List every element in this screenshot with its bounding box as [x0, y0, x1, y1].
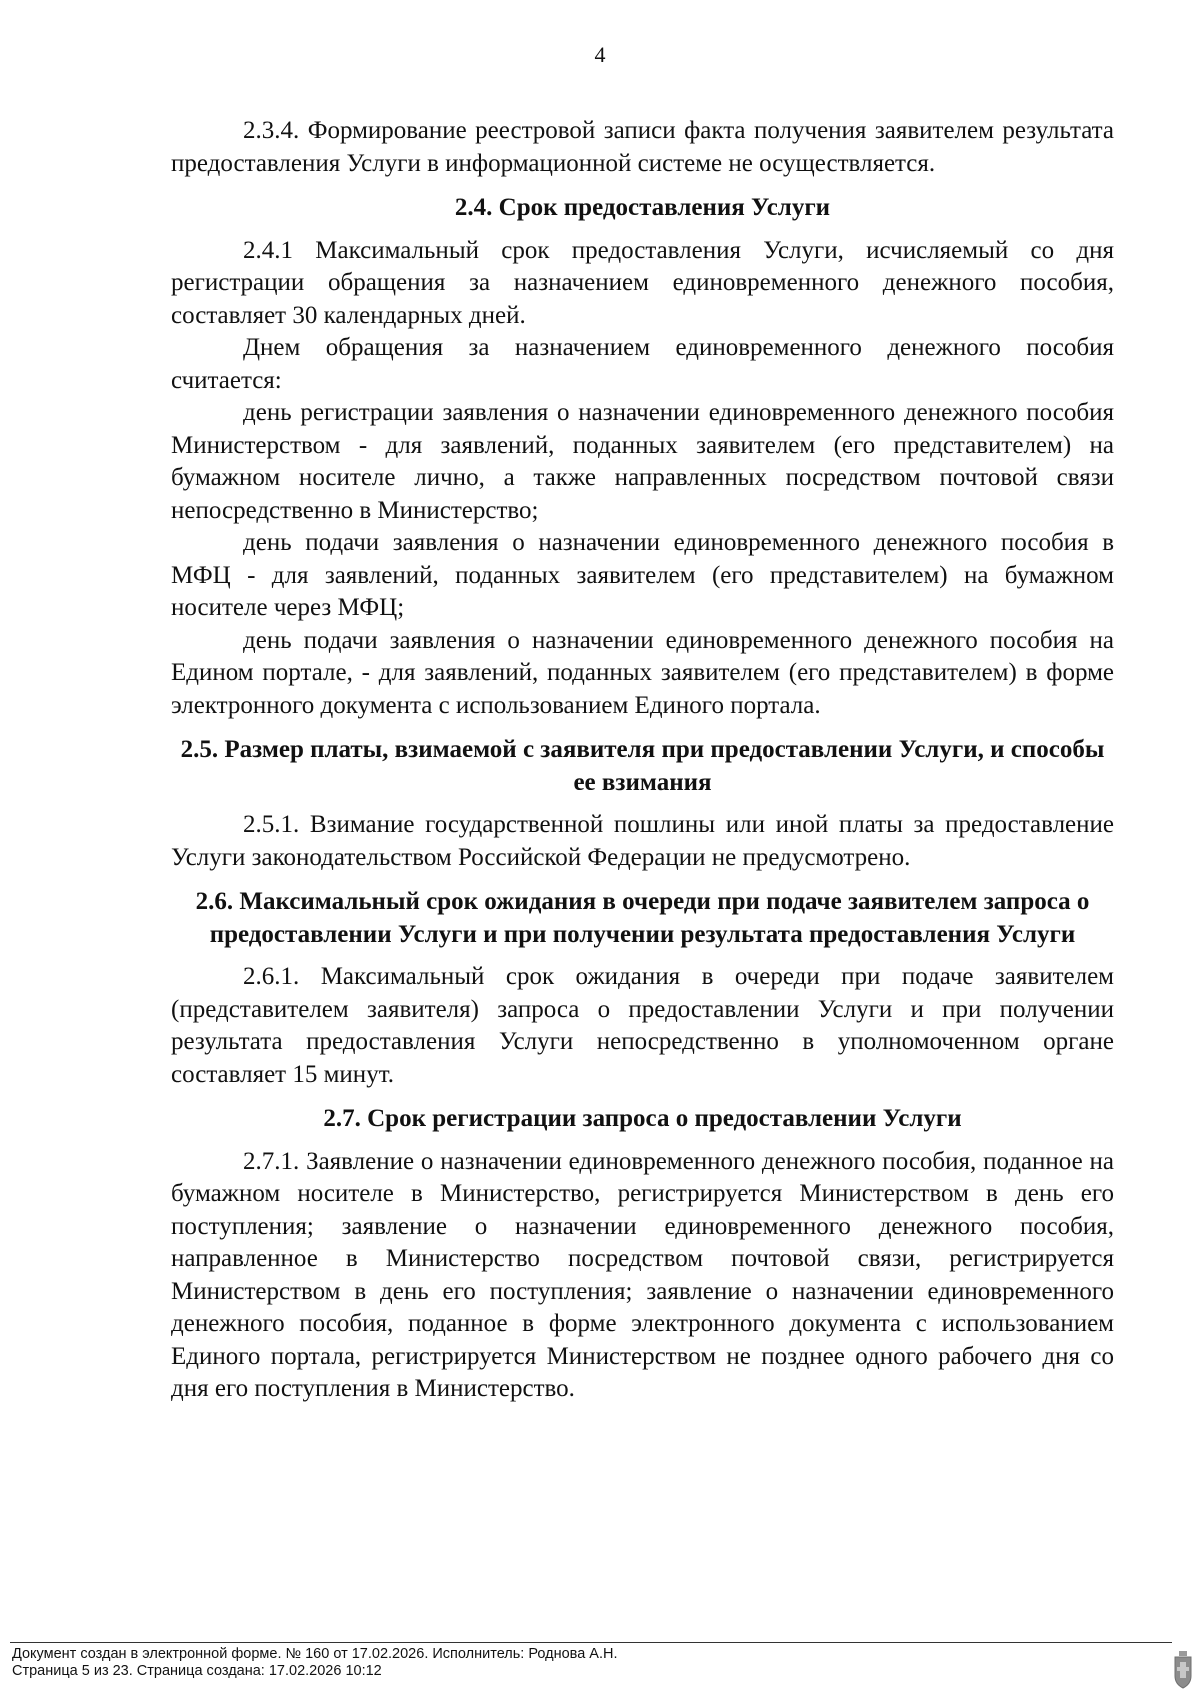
footer-divider [10, 1642, 1172, 1643]
paragraph-2-5-1: 2.5.1. Взимание государственной пошлины или иной платы за предоставление Услуги законодательством Российской Федерации не предусмотрено. [171, 811, 1114, 871]
footer-page-info: Страница 5 из 23. Страница создана: 17.02.2026 10:12 [12, 1663, 382, 1679]
paragraph-application-day: Днем обращения за назначением единовременного денежного пособия считается: [171, 334, 1114, 394]
heading-2-5: 2.5. Размер платы, взимаемой с заявителя при предоставлении Услуги, и способы ее взимания [180, 736, 1105, 796]
paragraph-2-7-1: 2.7.1. Заявление о назначении единовременного денежного пособия, поданное на бумажном носителе в Министерство, регистрируется Министерством в день его поступления; заявление о назначении единовременного денежного пособия, направленное в Министерство посредством почтовой связи, регистрируется Министерством в день его поступления; заявление о назначении единовременного денежного пособия, поданное в форме электронного документа с использованием Единого портала, регистрируется Министерством не позднее одного рабочего дня со дня его поступления в Министерство. [171, 1147, 1114, 1402]
paragraph-ministry-registration: день регистрации заявления о назначении единовременного денежного пособия Министерством - для заявлений, поданных заявителем (его представителем) на бумажном носителе лично, а также направленных посредством почтовой связи непосредственно в Министерство; [171, 399, 1114, 524]
footer-document-info: Документ создан в электронной форме. № 160 от 17.02.2026. Исполнитель: Роднова А.Н. [12, 1646, 618, 1662]
footer [12, 1646, 1112, 1680]
document-body [171, 115, 1114, 1406]
paragraph-2-3-4: 2.3.4. Формирование реестровой записи факта получения заявителем результата предоставления Услуги в информационной системе не осуществляется. [171, 117, 1114, 177]
heading-2-7: 2.7. Срок регистрации запроса о предоставлении Услуги [323, 1105, 962, 1132]
paragraph-mfc-submission: день подачи заявления о назначении единовременного денежного пособия в МФЦ - для заявлений, поданных заявителем (его представителем) на бумажном носителе через МФЦ; [171, 529, 1114, 621]
coat-of-arms-icon [1171, 1650, 1195, 1690]
paragraph-2-4-1: 2.4.1 Максимальный срок предоставления Услуги, исчисляемый со дня регистрации обращения за назначением единовременного денежного пособия, составляет 30 календарных дней. [171, 236, 1114, 329]
paragraph-2-6-1: 2.6.1. Максимальный срок ожидания в очереди при подаче заявителем (представителем заявителя) запроса о предоставлении Услуги и при получении результата предоставления Услуги непосредственно в уполномоченном органе составляет 15 минут. [171, 963, 1114, 1088]
heading-2-6: 2.6. Максимальный срок ожидания в очереди при подаче заявителем запроса о предоставлении Услуги и при получении результата предоставления Услуги [195, 888, 1090, 948]
heading-2-4: 2.4. Срок предоставления Услуги [454, 194, 831, 221]
page-number: 4 [594, 42, 606, 67]
paragraph-portal-submission: день подачи заявления о назначении единовременного денежного пособия на Едином портале, - для заявлений, поданных заявителем (его представителем) в форме электронного документа с использованием Единого портала. [171, 626, 1114, 719]
